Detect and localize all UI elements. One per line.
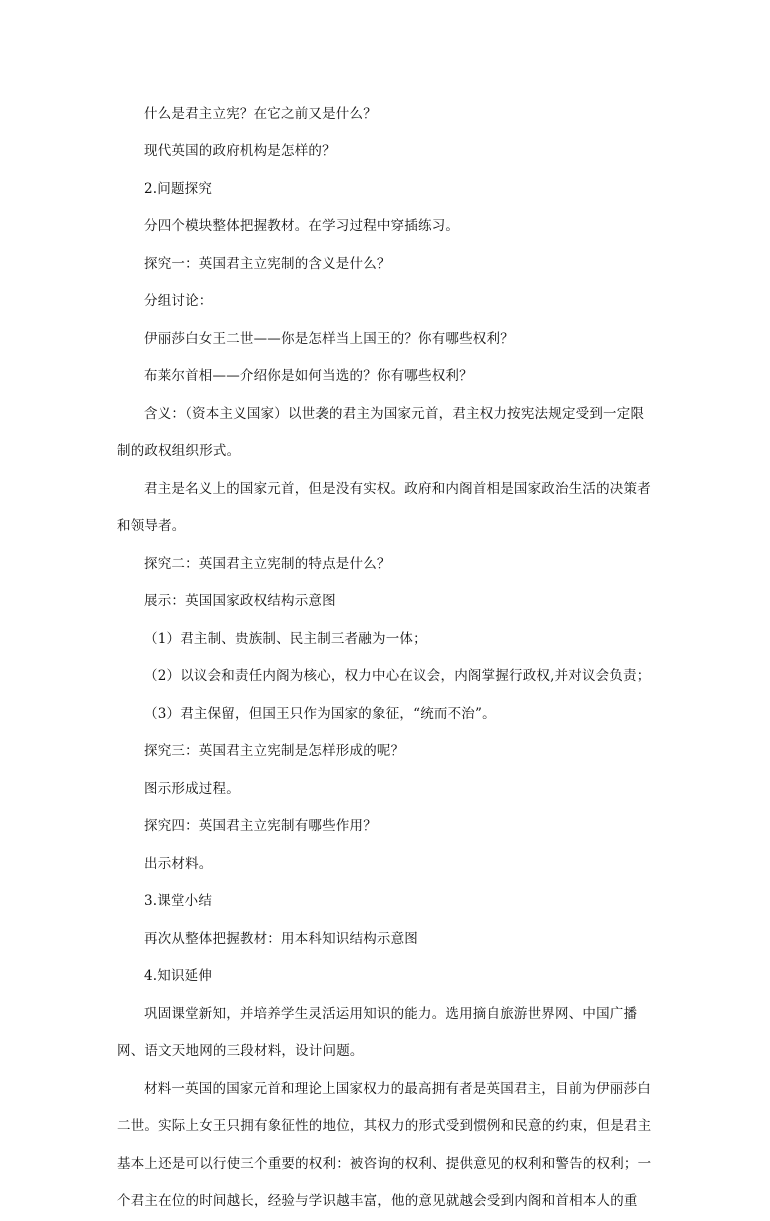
paragraph-line: 布莱尔首相——介绍你是如何当选的？你有哪些权利？ xyxy=(144,368,473,384)
paragraph-line: 出示材料。 xyxy=(144,855,213,872)
paragraph-line: 君主是名义上的国家元首，但是没有实权。政府和内阁首相是国家政治生活的决策者 xyxy=(144,480,651,497)
paragraph-line: 图示形成过程。 xyxy=(144,780,240,797)
paragraph-line: 展示：英国国家政权结构示意图 xyxy=(144,593,336,609)
paragraph-line: 和领导者。 xyxy=(117,518,186,534)
paragraph-line: 再次从整体把握教材：用本科知识结构示意图 xyxy=(144,930,418,947)
paragraph-line: 基本上还是可以行使三个重要的权利：被咨询的权利、提供意见的权利和警告的权利；一 xyxy=(117,1155,652,1172)
paragraph-line: 探究一：英国君主立宪制的含义是什么？ xyxy=(144,255,391,272)
list-item: （3）君主保留，但国王只作为国家的象征，“统而不治”。 xyxy=(144,705,496,722)
paragraph-line: 什么是君主立宪？在它之前又是什么？ xyxy=(144,105,377,122)
paragraph-line: 含义：（资本主义国家）以世袭的君主为国家元首，君主权力按宪法规定受到一定限 xyxy=(144,405,645,422)
paragraph-line: 探究二：英国君主立宪制的特点是什么？ xyxy=(144,555,391,572)
paragraph-line: 现代英国的政府机构是怎样的？ xyxy=(144,143,336,159)
paragraph-line: 材料一英国的国家元首和理论上国家权力的最高拥有者是英国君主，目前为伊丽莎白 xyxy=(144,1080,651,1097)
paragraph-line: 网、语文天地网的三段材料，设计问题。 xyxy=(117,1043,364,1059)
list-item: （1）君主制、贵族制、民主制三者融为一体； xyxy=(144,630,427,647)
paragraph-line: 个君主在位的时间越长，经验与学识越丰富，他的意见就越会受到内阁和首相本人的重 xyxy=(117,1193,638,1209)
section-heading: 2.问题探究 xyxy=(144,180,213,197)
document-body xyxy=(117,88,657,1221)
paragraph-line: 探究三：英国君主立宪制是怎样形成的呢？ xyxy=(144,743,405,759)
paragraph-line: 二世。实际上女王只拥有象征性的地位，其权力的形式受到惯例和民意的约束，但是君主 xyxy=(117,1118,652,1134)
list-item: （2）以议会和责任内阁为核心，权力中心在议会，内阁掌握行政权,并对议会负责； xyxy=(144,668,651,684)
paragraph-line: 伊丽莎白女王二世——你是怎样当上国王的？你有哪些权利？ xyxy=(144,330,514,347)
paragraph-line: 探究四：英国君主立宪制有哪些作用？ xyxy=(144,818,377,834)
paragraph-line: 巩固课堂新知，并培养学生灵活运用知识的能力。选用摘自旅游世界网、中国广播 xyxy=(144,1005,638,1022)
section-heading: 4.知识延伸 xyxy=(144,968,213,984)
section-heading: 3.课堂小结 xyxy=(144,893,213,909)
paragraph-line: 分四个模块整体把握教材。在学习过程中穿插练习。 xyxy=(144,218,460,234)
paragraph-line: 分组讨论： xyxy=(144,293,213,309)
paragraph-line: 制的政权组织形式。 xyxy=(117,443,241,459)
